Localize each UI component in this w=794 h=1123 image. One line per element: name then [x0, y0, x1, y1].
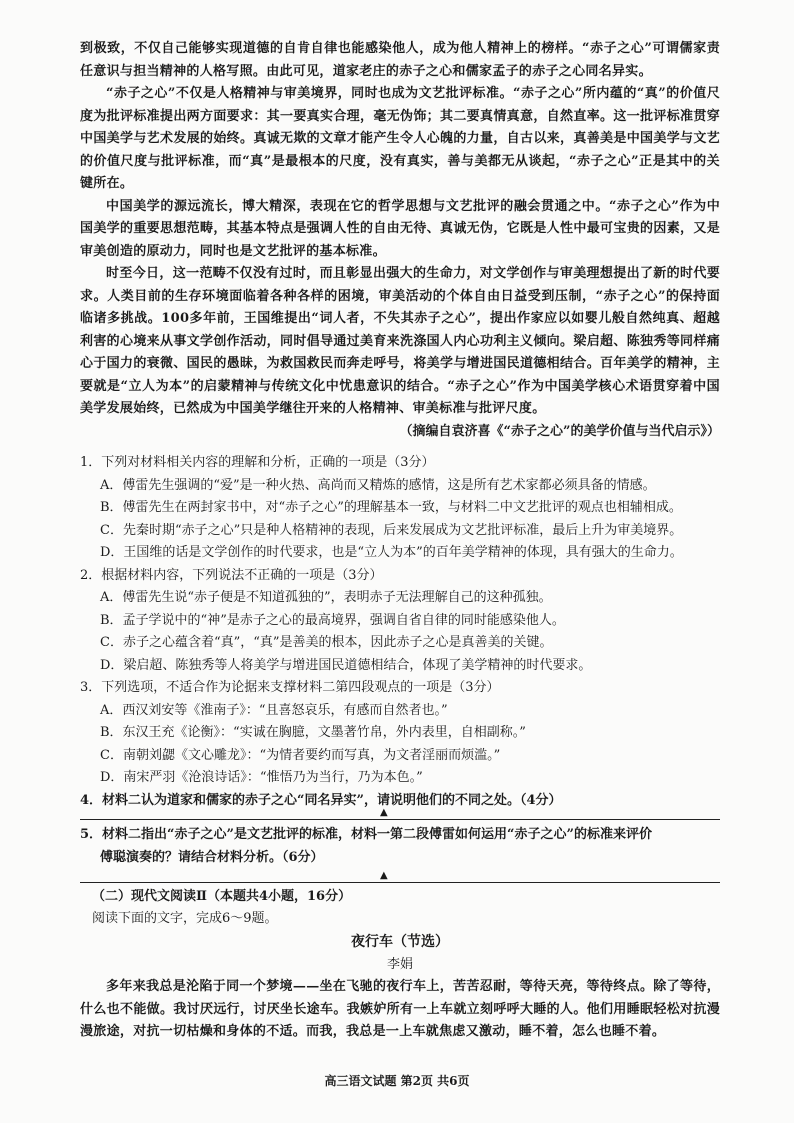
option-a: A．傅雷先生强调的“爱”是一种火热、高尚而又精炼的感情，这是所有艺术家都必须具备的情感。 [100, 477, 656, 493]
option-c: C．先秦时期“赤子之心”只是种人格精神的表现，后来发展成为文艺批评标准，最后上升为审美境界。 [100, 522, 683, 538]
question-5 [80, 824, 720, 869]
material-text [80, 38, 720, 443]
option-a: A．傅雷先生说“赤子便是不知道孤独的”，表明赤子无法理解自己的这种孤独。 [100, 590, 552, 605]
question-5-line: 傅聪演奏的？请结合材料分析。（6分） [100, 849, 324, 865]
option-c: C．赤子之心蕴含着“真”，“真”是善美的根本，因此赤子之心是真善美的关键。 [100, 635, 553, 650]
option-a: A．西汉刘安等《淮南子》：“且喜怒哀乐，有感而自然者也。” [100, 702, 448, 718]
story-title: 夜行车（节选） [351, 934, 449, 950]
option-b: B．东汉王充《论衡》：“实诚在胸臆，文墨著竹帛，外内表里，自相副称。” [100, 725, 526, 740]
option-b: B．孟子学说中的“神”是赤子之心的最高境界，强调自省自律的同时能感染他人。 [100, 612, 565, 628]
option-c: C．南朝刘勰《文心雕龙》：“为情者要约而写真，为文者淫丽而烦滥。” [100, 747, 501, 763]
material-paragraph: “赤子之心”不仅是人格精神与审美境界，同时也成为文艺批评标准。“赤子之心”所内蕴的“真”的价值尺度为批评标准提出两方面要求：其一要真实合理，毫无伪饰；其二要真情真意，自然直率。这一批评标准贯穿中国美学与艺术发展的始终。真诚无欺的文章才能产生令人心魄的力量，自古以来，真善美是中国美学与文艺的价值尺度与批评标准，而“真”是最根本的尺度，没有真实，善与美都无从谈起，“赤子之心”正是其中的关键所在。 [80, 86, 720, 191]
question-3 [80, 677, 720, 790]
page-footer: 高三语文试题 第2页 共6页 [324, 1074, 470, 1088]
section-instruction: 阅读下面的文字，完成6～9题。 [92, 911, 278, 926]
material-paragraph: 中国美学的源远流长，博大精深，表现在它的哲学思想与文艺批评的融会贯通之中。“赤子之心”作为中国美学的重要思想范畴，其基本特点是强调人性的自由无待、真诚无伪，它既是人性中最可宝贵的因素，又是审美创造的原动力，同时也是文艺批评的基本标准。 [80, 198, 720, 259]
option-d: D．梁启超、陈独秀等人将美学与增进国民道德相结合，体现了美学精神的时代要求。 [100, 657, 592, 673]
question-stem: 1．下列对材料相关内容的理解和分析，正确的一项是（3分） [80, 455, 435, 470]
option-d: D．南宋严羽《沧浪诗话》：“惟悟乃为当行，乃为本色。” [100, 770, 423, 785]
section-2 [80, 886, 720, 1044]
answer-line [80, 882, 720, 884]
question-4: 4．材料二认为道家和儒家的赤子之心“同名异实”，请说明他们的不同之处。（4分） [80, 792, 562, 808]
story-author: 李娟 [386, 957, 413, 972]
story-paragraph: 多年来我总是沦陷于同一个梦境——坐在飞驰的夜行车上，苦苦忍耐，等待天亮，等待终点。除了等待，什么也不能做。我讨厌远行，讨厌坐长途车。我嫉妒所有一上车就立刻呼呼大睡的人。他们用睡眠轻松对抗漫漫旅途，对抗一切枯燥和身体的不适。而我，我总是一上车就焦虑又激动，睡不着，怎么也睡不着。 [80, 979, 720, 1039]
answer-marker: ▲ [380, 807, 388, 818]
section-heading: （二）现代文阅读Ⅱ（本题共4小题，16分） [92, 889, 352, 904]
question-stem: 2．根据材料内容，下列说法不正确的一项是（3分） [80, 567, 383, 583]
option-d: D．王国维的话是文学创作的时代要求，也是“立人为本”的百年美学精神的体现，具有强大的生命力。 [100, 545, 683, 560]
question-1 [80, 452, 720, 565]
material-paragraph: 到极致，不仅自己能够实现道德的自肯自律也能感染他人，成为他人精神上的榜样。“赤子之心”可谓儒家责任意识与担当精神的人格写照。由此可见，道家老庄的赤子之心和儒家孟子的赤子之心同名异实。 [80, 41, 720, 79]
question-stem: 3．下列选项，不适合作为论据来支撑材料二第四段观点的一项是（3分） [80, 680, 500, 695]
material-paragraph: 时至今日，这一范畴不仅没有过时，而且彰显出强大的生命力，对文学创作与审美理想提出了新的时代要求。人类目前的生存环境面临着各种各样的困境，审美活动的个体自由日益受到压制，“赤子之心”的保持面临诸多挑战。100多年前，王国维提出“词人者，不失其赤子之心”，提出作家应以如婴儿般自然纯真、超越利害的心境来从事文学创作活动，同时倡导通过美育来洗涤国人内心功利主义倾向。梁启超、陈独秀等同样痛心于国力的衰微、国民的愚昧，为救国救民而奔走呼号，将美学与增进国民道德相结合。百年美学的精神，主要就是“立人为本”的启蒙精神与传统文化中忧患意识的结合。“赤子之心”作为中国美学核心术语贯穿着中国美学发展始终，已然成为中国美学继往开来的人格精神、审美标准与批评尺度。 [80, 266, 720, 416]
answer-marker: ▲ [380, 870, 388, 881]
option-b: B．傅雷先生在两封家书中，对“赤子之心”的理解基本一致，与材料二中文艺批评的观点也相辅相成。 [100, 500, 682, 515]
question-2 [80, 565, 720, 678]
answer-line [80, 819, 720, 821]
question-5-line: 5．材料二指出“赤子之心”是文艺批评的标准，材料一第二段傅雷如何运用“赤子之心”的标准来评价 [80, 827, 652, 842]
source-note: （摘编自袁济喜《“赤子之心”的美学价值与当代启示》） [399, 423, 720, 439]
questions-block [80, 452, 720, 812]
